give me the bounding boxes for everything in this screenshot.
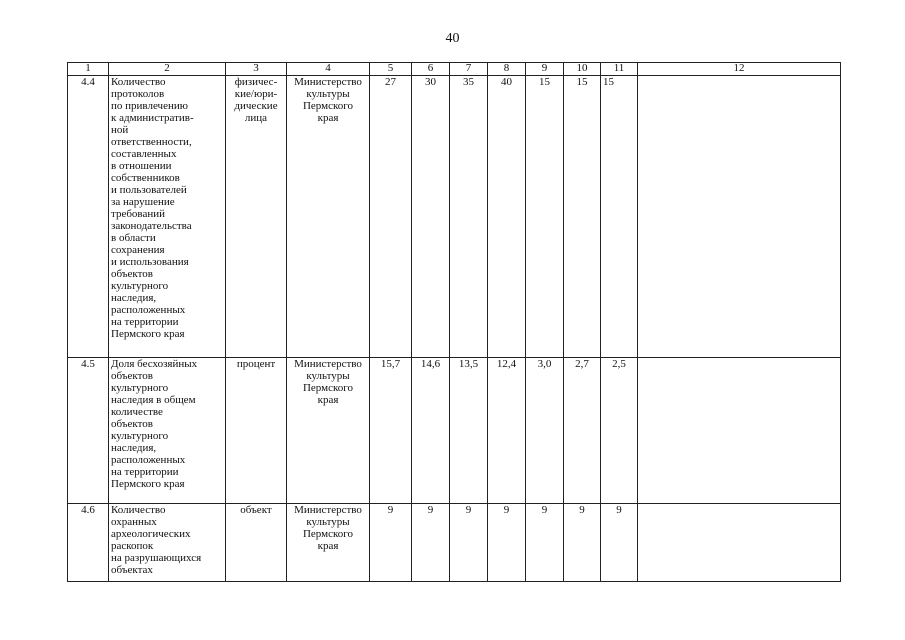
indicators-table xyxy=(67,62,841,582)
value-cell: 15 xyxy=(526,76,564,358)
column-header: 2 xyxy=(109,63,226,76)
value-cell: 2,5 xyxy=(601,358,638,504)
value-cell: 9 xyxy=(370,504,412,582)
indicator-name: Количество протоколов по привлечению к административ- ной ответственности, составленных в отношении собственников и пользователей за нарушение требований законодательства в области сохранения и использования объектов культурного наследия, расположенных на территории Пермского края xyxy=(109,76,226,358)
value-cell: 27 xyxy=(370,76,412,358)
column-header: 1 xyxy=(68,63,109,76)
value-cell: 15 xyxy=(601,76,638,358)
value-cell: 9 xyxy=(450,504,488,582)
column-header: 5 xyxy=(370,63,412,76)
note-cell xyxy=(638,76,841,358)
value-cell: 9 xyxy=(526,504,564,582)
value-cell: 13,5 xyxy=(450,358,488,504)
value-cell: 9 xyxy=(601,504,638,582)
value-cell: 40 xyxy=(488,76,526,358)
column-header: 4 xyxy=(287,63,370,76)
column-header: 11 xyxy=(601,63,638,76)
column-header: 3 xyxy=(226,63,287,76)
column-header: 12 xyxy=(638,63,841,76)
row-number: 4.6 xyxy=(68,504,109,582)
row-number: 4.4 xyxy=(68,76,109,358)
note-cell xyxy=(638,504,841,582)
executor: Министерство культуры Пермского края xyxy=(287,358,370,504)
value-cell: 30 xyxy=(412,76,450,358)
value-cell: 2,7 xyxy=(564,358,601,504)
value-cell: 14,6 xyxy=(412,358,450,504)
indicator-name: Количество охранных археологических раскопок на разрушающихся объектах xyxy=(109,504,226,582)
indicator-name: Доля бесхозяйных объектов культурного наследия в общем количестве объектов культурного наследия, расположенных на территории Пермского края xyxy=(109,358,226,504)
value-cell: 9 xyxy=(412,504,450,582)
value-cell: 15,7 xyxy=(370,358,412,504)
value-cell: 3,0 xyxy=(526,358,564,504)
unit-of-measure: объект xyxy=(226,504,287,582)
row-number: 4.5 xyxy=(68,358,109,504)
column-header: 7 xyxy=(450,63,488,76)
executor: Министерство культуры Пермского края xyxy=(287,504,370,582)
value-cell: 35 xyxy=(450,76,488,358)
value-cell: 9 xyxy=(488,504,526,582)
unit-of-measure: физичес- кие/юри- дические лица xyxy=(226,76,287,358)
table-row xyxy=(68,504,841,582)
table-row xyxy=(68,76,841,358)
value-cell: 9 xyxy=(564,504,601,582)
unit-of-measure: процент xyxy=(226,358,287,504)
column-header: 8 xyxy=(488,63,526,76)
value-cell: 12,4 xyxy=(488,358,526,504)
executor: Министерство культуры Пермского края xyxy=(287,76,370,358)
table-header-row xyxy=(68,63,841,76)
value-cell: 15 xyxy=(564,76,601,358)
table-row xyxy=(68,358,841,504)
note-cell xyxy=(638,358,841,504)
column-header: 10 xyxy=(564,63,601,76)
column-header: 9 xyxy=(526,63,564,76)
page-number: 40 xyxy=(445,31,460,46)
column-header: 6 xyxy=(412,63,450,76)
